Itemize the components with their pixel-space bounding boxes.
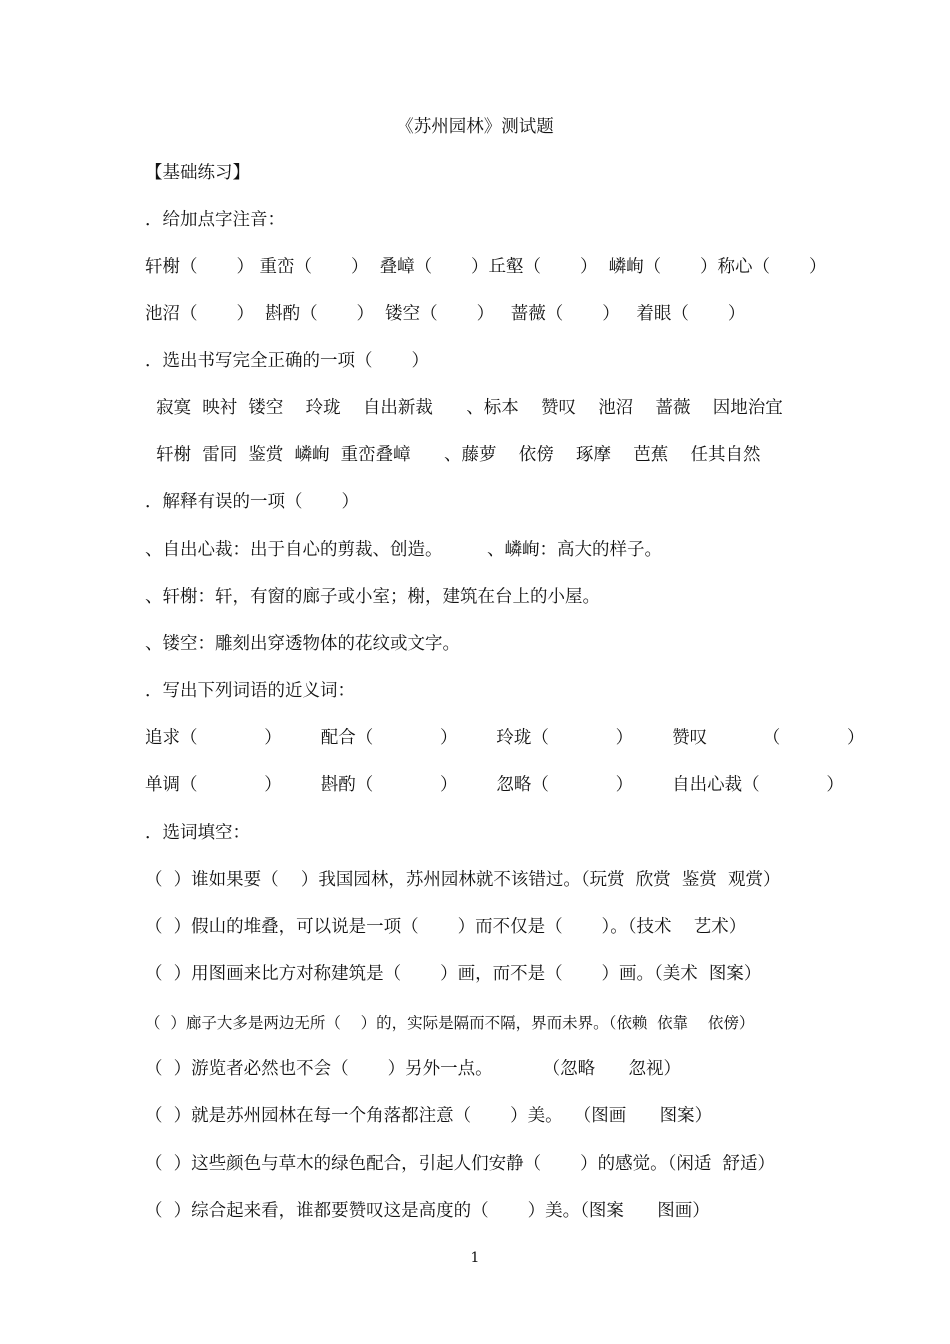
- question-5-item: （ ）这些颜色与草木的绿色配合，引起人们安静（ ）的感觉。（闲适 舒适）: [145, 1154, 775, 1174]
- question-3-line: 、轩榭：轩，有窗的廊子或小室；榭，建筑在台上的小屋。: [145, 587, 600, 607]
- question-5-prompt: ．选词填空：: [145, 823, 250, 843]
- question-4-row-1: 追求（ ） 配合（ ） 玲珑（ ） 赞叹 （ ）: [145, 728, 865, 748]
- question-1-row-2: 池沼（ ） 斟酌（ ） 镂空（ ） 蔷薇（ ） 着眼（ ）: [145, 304, 746, 324]
- question-5-item: （ ）谁如果要（ ）我国园林，苏州园林就不该错过。（玩赏 欣赏 鉴赏 观赏）: [145, 870, 781, 890]
- question-3-line: 、镂空：雕刻出穿透物体的花纹或文字。: [145, 634, 460, 654]
- question-2-prompt: ．选出书写完全正确的一项（ ）: [145, 351, 429, 371]
- question-2-option-b: 轩榭 雷同 鉴赏 嶙峋 重峦叠嶂 、藤萝 依傍 琢摩 芭蕉 任其自然: [145, 445, 761, 465]
- question-5-item: （ ）游览者必然也不会（ ）另外一点。 （忽略 忽视）: [145, 1059, 682, 1079]
- question-4-row-2: 单调（ ） 斟酌（ ） 忽略（ ） 自出心裁（ ）: [145, 775, 844, 795]
- question-5-item: （ ）综合起来看，谁都要赞叹这是高度的（ ）美。（图案 图画）: [145, 1201, 710, 1221]
- question-2-option-a: 寂寞 映衬 镂空 玲珑 自出新裁 、标本 赞叹 池沼 蔷薇 因地治宜: [145, 398, 783, 418]
- page-number: 1: [470, 1250, 480, 1266]
- question-3-line: 、自出心裁：出于自心的剪裁、创造。 、嶙峋：高大的样子。: [145, 540, 662, 560]
- section-heading: 【基础练习】: [145, 163, 250, 183]
- question-4-prompt: ．写出下列词语的近义词：: [145, 681, 355, 701]
- question-5-item: （ ）假山的堆叠，可以说是一项（ ）而不仅是（ ）。（技术 艺术）: [145, 917, 747, 937]
- question-5-item: （ ）廊子大多是两边无所（ ）的，实际是隔而不隔，界而未界。（依赖 依靠 依傍）: [145, 1014, 755, 1032]
- question-3-prompt: ．解释有误的一项（ ）: [145, 492, 359, 512]
- page-title: 《苏州园林》测试题: [396, 117, 554, 137]
- question-1-prompt: ．给加点字注音：: [145, 210, 285, 230]
- question-5-item: （ ）用图画来比方对称建筑是（ ）画，而不是（ ）画。（美术 图案）: [145, 964, 762, 984]
- question-1-row-1: 轩榭（ ） 重峦（ ） 叠嶂（ ）丘壑（ ） 嶙峋（ ）称心（ ）: [145, 257, 827, 277]
- question-5-item: （ ）就是苏州园林在每一个角落都注意（ ）美。 （图画 图案）: [145, 1106, 713, 1126]
